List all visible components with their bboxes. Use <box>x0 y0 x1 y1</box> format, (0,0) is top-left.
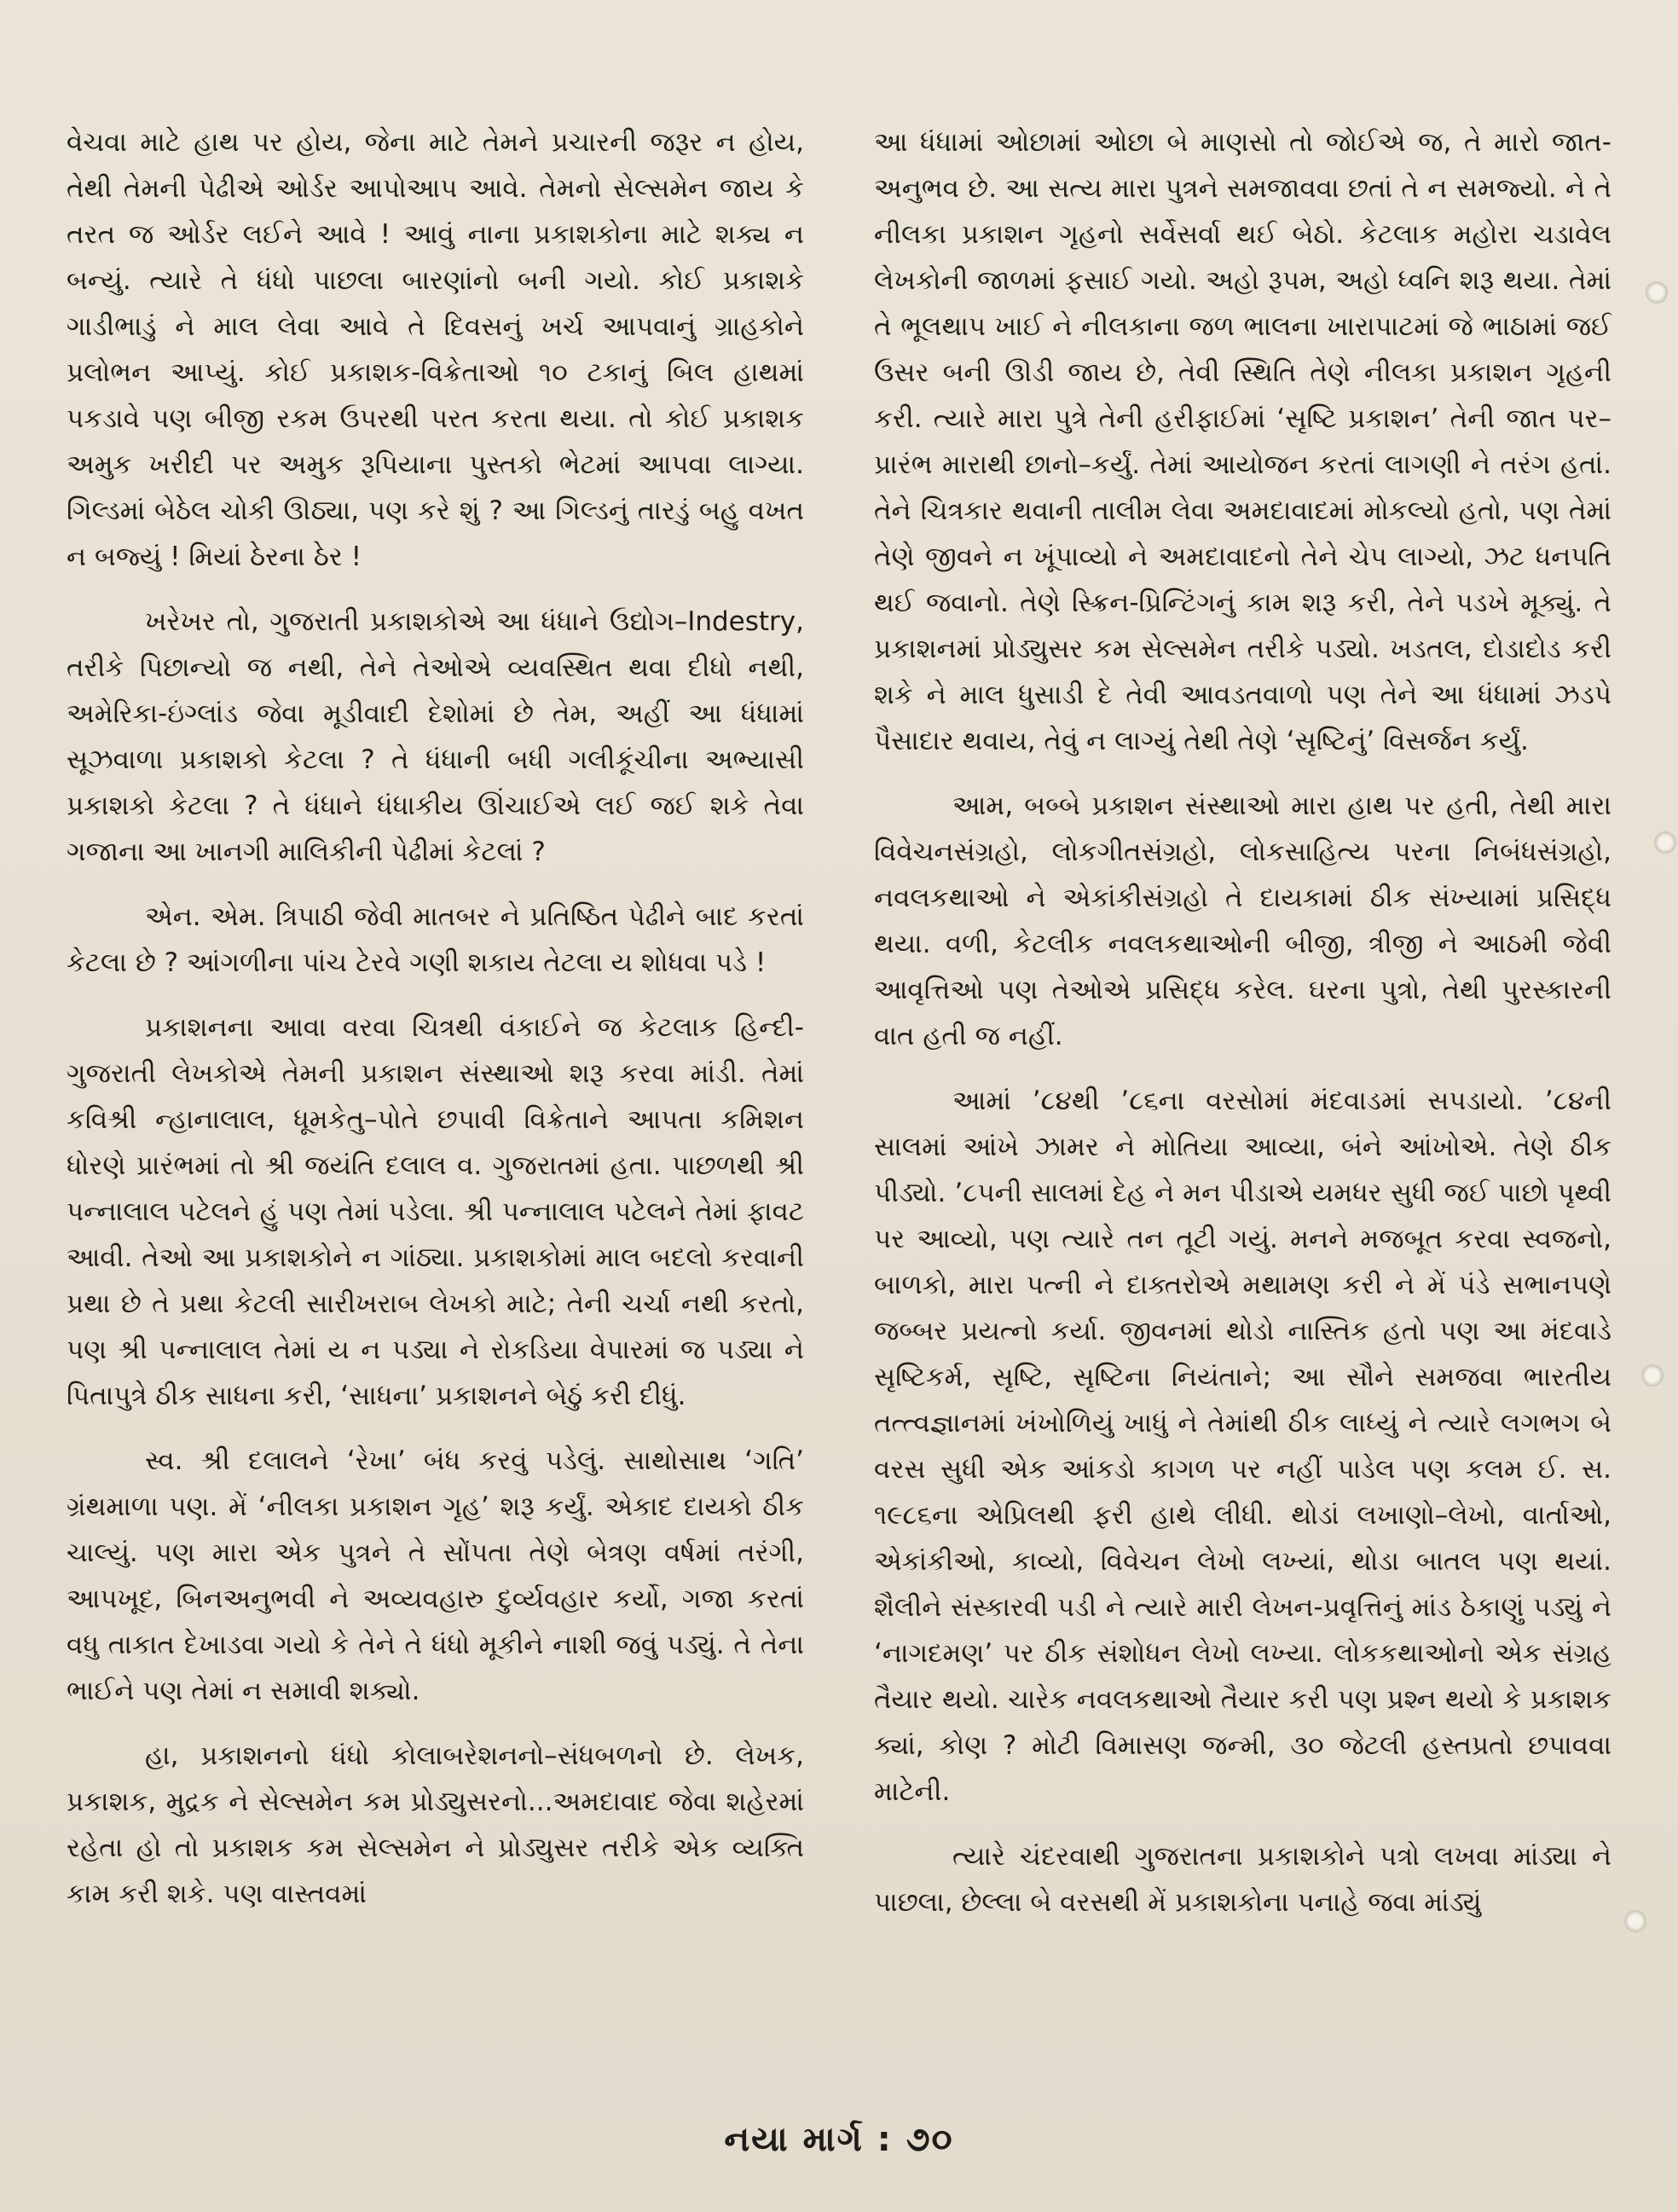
paragraph: સ્વ. શ્રી દલાલને ‘રેખા’ બંધ કરવું પડેલું. સાથોસાથ ‘ગતિ’ ગ્રંથમાળા પણ. મેં ‘નીલકા પ્રકાશન ગૃહ’ શરૂ કર્યું. એકાદ દાયકો ઠીક ચાલ્યું. પણ મારા એક પુત્રને તે સોંપતા તેણે બેત્રણ વર્ષમાં તરંગી, આપખૂદ, બિનઅનુભવી ને અવ્યવહારુ દુર્વ્યવહાર કર્યો, ગજા કરતાં વધુ તાકાત દેખાડવા ગયો કે તેને તે ધંધો મૂકીને નાશી જવું પડ્યું. તે તેના ભાઈને પણ તેમાં ન સમાવી શક્યો. <box>67 1445 804 1706</box>
paragraph: ત્યારે ચંદરવાથી ગુજરાતના પ્રકાશકોને પત્રો લખવા માંડ્યા ને પાછલા, છેલ્લા બે વરસથી મેં પ્રકાશકોના પનાહે જવા માંડ્યું <box>874 1841 1611 1918</box>
paragraph: વેચવા માટે હાથ પર હોય, જેના માટે તેમને પ્રચારની જરૂર ન હોય, તેથી તેમની પેઢીએ ઓર્ડર આપોઆપ આવે. તેમનો સેલ્સમેન જાય કે તરત જ ઓર્ડર લઈને આવે ! આવું નાના પ્રકાશકોના માટે શક્ય ન બન્યું. ત્યારે તે ધંધો પાછલા બારણાંનો બની ગયો. કોઈ પ્રકાશકે ગાડીભાડું ને માલ લેવા આવે તે દિવસનું ખર્ચ આપવાનું ગ્રાહકોને પ્રલોભન આપ્યું. કોઈ પ્રકાશક-વિક્રેતાઓ ૧૦ ટકાનું બિલ હાથમાં પકડાવે પણ બીજી રકમ ઉપરથી પરત કરતા થયા. તો કોઈ પ્રકાશક અમુક ખરીદી પર અમુક રૂપિયાના પુસ્તકો ભેટમાં આપવા લાગ્યા. ગિલ્ડમાં બેઠેલ ચોકી ઊઠ્યા, પણ કરે શું ? આ ગિલ્ડનું તારડું બહુ વખત ન બજ્યું ! મિયાં ઠેરના ઠેર ! <box>67 127 804 572</box>
paragraph: આ ધંધામાં ઓછામાં ઓછા બે માણસો તો જોઈએ જ, તે મારો જાત-અનુભવ છે. આ સત્ય મારા પુત્રને સમજાવવા છતાં તે ન સમજ્યો. ને તે નીલકા પ્રકાશન ગૃહનો સર્વેસર્વા થઈ બેઠો. કેટલાક મહોરા ચડાવેલ લેખકોની જાળમાં ફસાઈ ગયો. અહો રૂપમ, અહો ધ્વનિ શરૂ થયા. તેમાં તે ભૂલથાપ ખાઈ ને નીલકાના જળ ભાલના ખારાપાટમાં જે ભાઠામાં જઈ ઉસર બની ઊડી જાય છે, તેવી સ્થિતિ તેણે નીલકા પ્રકાશન ગૃહની કરી. ત્યારે મારા પુત્રે તેની હરીફાઈમાં ‘સૃષ્ટિ પ્રકાશન’ તેની જાત પર–પ્રારંભ મારાથી છાનો–કર્યું. તેમાં આયોજન કરતાં લાગણી ને તરંગ હતાં. તેને ચિત્રકાર થવાની તાલીમ લેવા અમદાવાદમાં મોકલ્યો હતો, પણ તેમાં તેણે જીવને ન ખૂંપાવ્યો ને અમદાવાદનો તેને ચેપ લાગ્યો, ઝટ ધનપતિ થઈ જવાનો. તેણે સ્ક્રિન-પ્રિન્ટિંગનું કામ શરૂ કરી, તેને પડખે મૂક્યું. તે પ્રકાશનમાં પ્રોડ્યુસર કમ સેલ્સમેન તરીકે પડ્યો. ખડતલ, દોડાદોડ કરી શકે ને માલ ધુસાડી દે તેવી આવડતવાળો પણ તેને આ ધંધામાં ઝડપે પૈસાદાર થવાય, તેવું ન લાગ્યું તેથી તેણે ‘સૃષ્ટિનું’ વિસર્જન કર્યું. <box>874 127 1611 756</box>
body-columns <box>67 119 1611 1944</box>
paragraph: એન. એમ. ત્રિપાઠી જેવી માતબર ને પ્રતિષ્ઠિત પેઢીને બાદ કરતાં કેટલા છે ? આંગળીના પાંચ ટેરવે ગણી શકાય તેટલા ય શોધવા પડે ! <box>67 901 804 978</box>
paragraph: આમાં ’૮૪થી ’૮૬ના વરસોમાં મંદવાડમાં સપડાયો. ’૮૪ની સાલમાં આંખે ઝામર ને મોતિયા આવ્યા, બંને આંખોએ. તેણે ઠીક પીડ્યો. ’૮૫ની સાલમાં દેહ ને મન પીડાએ યમધર સુધી જઈ પાછો પૃથ્વી પર આવ્યો, પણ ત્યારે તન તૂટી ગયું. મનને મજબૂત કરવા સ્વજનો, બાળકો, મારા પત્ની ને દાક્તરોએ મથામણ કરી ને મેં પંડે સભાનપણે જબ્બર પ્રયત્નો કર્યા. જીવનમાં થોડો નાસ્તિક હતો પણ આ મંદવાડે સૃષ્ટિકર્મ, સૃષ્ટિ, સૃષ્ટિના નિયંતાને; આ સૌને સમજવા ભારતીય તત્ત્વજ્ઞાનમાં ખંખોળિયું ખાધું ને તેમાંથી ઠીક લાધ્યું ને ત્યારે લગભગ બે વરસ સુધી એક આંકડો કાગળ પર નહીં પાડેલ પણ કલમ ઈ. સ. ૧૯૮૬ના એપ્રિલથી ફરી હાથે લીધી. થોડાં લખાણો–લેખો, વાર્તાઓ, એકાંકીઓ, કાવ્યો, વિવેચન લેખો લખ્યાં, થોડા બાતલ પણ થયાં. શૈલીને સંસ્કારવી પડી ને ત્યારે મારી લેખન-પ્રવૃત્તિનું માંડ ઠેકાણું પડ્યું ને ‘નાગદમણ’ પર ઠીક સંશોધન લેખો લખ્યા. લોકકથાઓનો એક સંગ્રહ તૈયાર થયો. ચારેક નવલકથાઓ તૈયાર કરી પણ પ્રશ્ન થયો કે પ્રકાશક ક્યાં, કોણ ? મોટી વિમાસણ જન્મી, ૩૦ જેટલી હસ્તપ્રતો છપાવવા માટેની. <box>874 1086 1611 1807</box>
paper-damage-mark <box>1646 281 1668 304</box>
paper-damage-mark <box>1641 1364 1664 1387</box>
paragraph: હા, પ્રકાશનનો ધંધો કોલાબરેશનનો–સંધબળનો છે. લેખક, પ્રકાશક, મુદ્રક ને સેલ્સમેન કમ પ્રોડ્યુસરનો...અમદાવાદ જેવા શહેરમાં રહેતા હો તો પ્રકાશક કમ સેલ્સમેન ને પ્રોડ્યુસર તરીકે એક વ્યક્તિ કામ કરી શકે. પણ વાસ્તવમાં <box>67 1740 804 1909</box>
paragraph: ખરેખર તો, ગુજરાતી પ્રકાશકોએ આ ધંધાને ઉદ્યોગ–Indestry, તરીકે પિછાન્યો જ નથી, તેને તેઓએ વ્યવસ્થિત થવા દીધો નથી, અમેરિકા-ઇંગ્લાંડ જેવા મૂડીવાદી દેશોમાં છે તેમ, અહીં આ ધંધામાં સૂઝવાળા પ્રકાશકો કેટલા ? તે ધંધાની બધી ગલીકૂંચીના અભ્યાસી પ્રકાશકો કેટલા ? તે ધંધાને ધંધાકીય ઊંચાઈએ લઈ જઈ શકે તેવા ગજાના આ ખાનગી માલિકીની પેઢીમાં કેટલાં ? <box>67 606 804 867</box>
paper-damage-mark <box>1654 831 1676 854</box>
paragraph: પ્રકાશનના આવા વરવા ચિત્રથી વંકાઈને જ કેટલાક હિન્દી-ગુજરાતી લેખકોએ તેમની પ્રકાશન સંસ્થાઓ શરૂ કરવા માંડી. તેમાં કવિશ્રી ન્હાનાલાલ, ધૂમકેતુ–પોતે છપાવી વિક્રેતાને આપતા કમિશન ધોરણે પ્રારંભમાં તો શ્રી જયંતિ દલાલ વ. ગુજરાતમાં હતા. પાછળથી શ્રી પન્નાલાલ પટેલને હું પણ તેમાં પડેલા. શ્રી પન્નાલાલ પટેલને તેમાં ફાવટ આવી. તેઓ આ પ્રકાશકોને ન ગાંઠ્યા. પ્રકાશકોમાં માલ બદલો કરવાની પ્રથા છે તે પ્રથા કેટલી સારીખરાબ લેખકો માટે; તેની ચર્ચા નથી કરતો, પણ શ્રી પન્નાલાલ તેમાં ય ન પડ્યા ને રોકડિયા વેપારમાં જ પડ્યા ને પિતાપુત્રે ઠીક સાધના કરી, ‘સાધના’ પ્રકાશનને બેઠું કરી દીધું. <box>67 1012 804 1411</box>
paragraph: આમ, બબ્બે પ્રકાશન સંસ્થાઓ મારા હાથ પર હતી, તેથી મારા વિવેચનસંગ્રહો, લોકગીતસંગ્રહો, લોકસાહિત્ય પરના નિબંધસંગ્રહો, નવલકથાઓ ને એકાંકીસંગ્રહો તે દાયકામાં ઠીક સંખ્યામાં પ્રસિદ્ધ થયા. વળી, કેટલીક નવલકથાઓની બીજી, ત્રીજી ને આઠમી જેવી આવૃત્તિઓ પણ તેઓએ પ્રસિદ્ધ કરેલ. ઘરના પુત્રો, તેથી પુરસ્કારની વાત હતી જ નહીં. <box>874 790 1611 1051</box>
left-column <box>67 119 804 1944</box>
right-column <box>874 119 1611 1944</box>
paper-damage-mark <box>1624 1910 1646 1932</box>
page-footer: નયા માર્ગ : ૭૦ <box>724 2120 954 2159</box>
